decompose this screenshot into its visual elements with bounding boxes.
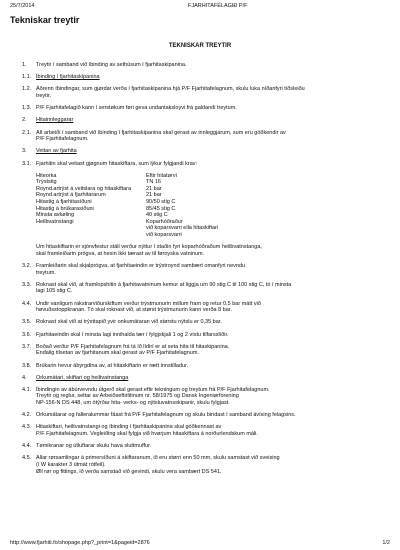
numbered-item [22,455,382,475]
requirement-label: Minsta avkøling [36,212,75,219]
item-text [36,86,382,99]
note-line: skal framleiðarin prógva, at hesin ikki tærast av til føroyska vatninum. [36,250,205,257]
item-line: Áðrenn íbindingar, sum gjørdar verða í fjarhitaskipanina hjá P/F Fjarhitafelagnum, skulu luka níðanfyri tíðsleiðu [36,86,305,93]
item-number: 4.1. [22,386,32,393]
item-text [36,443,382,450]
item-line: Hitainnleggarar [36,117,74,124]
item-line: Øll rør og fittings, ið verða samstað við gevindi, skulu vera sambært DS 541. [36,468,222,475]
requirement-row [36,199,183,206]
requirement-label: Roynd.artrýst á veitslara og hitaskiftara [36,185,132,192]
numbered-item [22,412,382,419]
item-line: Tømikranar og útluftarar skulu hava sluttmuffur. [36,443,152,450]
numbered-item [22,443,382,450]
item-text [36,332,382,339]
requirement-value: 40 stig C [146,212,168,219]
item-number: 1. [22,62,27,68]
requirement-label: Hitastig á brúkarasíðuni [36,205,94,212]
item-text [36,130,382,143]
note-line: Um hitaskiftarin er sjónvfestur stáli verður nýttur í staðin fyri koparhóðraðum heilbvatnstanga, [36,244,262,251]
item-line: høvuðsstoppkranan. Tó skal roknast við, at størst trýstmunurin kann verða 8 bar. [36,307,232,314]
item-line: Fjarhitaeindin skal í minsta lagi innihalda tær í fylgjskjali 1 og 2 vístu tilfarsslíðir. [36,331,229,338]
requirement-label: Trýststig [36,179,57,186]
item-line: Undir vanligum rakstrarviðurskiftum verður trýstmunurin millum fram og retur 0,5 bar mátt við [36,300,261,307]
numbered-item [22,130,382,143]
item-number: 4.3. [22,424,32,431]
item-line: Hitaskiftari, heiltvatnstangi og íbinding í fjarhitaskipanina skal góðkennast av [36,424,222,431]
requirement-value: 21 bar [146,192,162,199]
numbered-item [22,117,382,124]
item-number: 3.6. [22,331,32,338]
item-text [36,62,382,69]
requirement-row [36,173,183,180]
numbered-item [22,319,382,326]
item-text [36,375,382,382]
item-text [36,363,382,370]
requirement-value: 21 bar [146,185,162,192]
item-line: Treytir og reglur, settar av Arbeiðseftirlitinum nr. 58/1975 og Dansk Ingeniørforening [36,393,239,400]
numbered-item [22,74,382,81]
item-line: Roknast skal við at trýsttapið yvir onkumátaran við størstu nýtslu er 0,35 bar. [36,319,222,326]
item-text [36,301,382,314]
item-line: Íbinding í fjarhitaskipanina [36,74,100,81]
item-text [36,455,382,475]
numbered-item [22,375,382,382]
item-line: Roknast skal við, at framlopshitin á fjarhitavatninum kemur at liggja um 90 stig C til 100 stig C, tó í minsta [36,281,292,288]
document-title: Tekniskar treytir [10,15,80,25]
footer-url: http://www.fjarhiti.fo/shopage.php?_print=1&pageid=2876 [10,540,150,546]
item-number: 4.5. [22,455,32,462]
numbered-item [22,263,382,276]
item-text [36,74,382,81]
requirement-label: Roynd.artrýst á fjarhitararum [36,192,106,199]
requirement-value: 90/50 stig C [146,199,176,206]
item-line: (í W karakter 3 útmát rótfeil). [36,462,106,468]
item-line: NP-156-N DS 448, um ótýrðar hita- verks- og nýtsluvatnsskipanir, skulu fylgjast. [36,400,230,407]
numbered-item [22,86,382,99]
requirement-row [36,186,183,193]
item-text [36,105,382,112]
item-line: Orkumátarar og falleralummar fáast frá P/F Fjarhitafelagnum og skulu bindast í samband ávísing felagsins. [36,412,296,419]
print-date: 25/7/2014 [10,3,35,9]
item-number: 4.4. [22,300,32,307]
item-text [36,387,382,407]
item-number: 1.2. [22,86,32,93]
page-header [10,3,390,11]
requirement-row [36,206,183,213]
item-number: 3.8. [22,362,32,369]
requirement-value: Koparhóðraður [146,218,183,225]
requirement-row [36,179,183,186]
item-text [36,319,382,326]
item-line: P/F Fjarhitafelagnum. Vegleiðing skal fylgja við hvørjum hitaskiftara á norðurlendskum máli. [36,431,258,438]
item-line: Íbindingin av ábúrvevndu útgerð skal gerast eftir tekningum og treytum frá P/F Fjarhitafelagnum. [36,386,270,393]
item-number: 2. [22,117,27,124]
item-text [36,424,382,437]
numbered-item [22,282,382,295]
document-body [22,62,382,475]
item-number: 1.3. [22,105,32,112]
item-number: 3.1. [22,160,32,167]
numbered-item [22,301,382,314]
item-line: lagi 105 stig C. [36,288,73,295]
numbered-item [22,363,382,370]
item-line: Brúkarin hevur ábyrgdina av, at hitaskiftarin er rætt innstilladur. [36,362,189,369]
item-line: Endalig tilsetan av fjarhitanum skal gerast av P/F Fjarhitafelagnum. [36,350,199,357]
requirement-label: Hitastig á fjarhitasíðuni [36,199,92,206]
item-number: 2.1. [22,129,32,136]
item-line: Framleiðarin skal skjalprógva, at fjarhitaeindin er trýstroynd sambært omanfyri nevndu [36,263,246,269]
item-line: P/F Fjarhitafelagið kann í serstøkum føri geva undantaksloyvi frá galdandi treytum. [36,105,237,112]
item-number: 4.2. [22,412,32,419]
item-text [36,148,382,155]
item-text [36,282,382,295]
item-text [36,263,382,276]
header-site-title: FJARHITAFÉLAGIÐ P/F [188,3,248,9]
item-text [36,161,382,168]
requirement-value: 85/45 stig C [146,205,176,212]
page-footer [10,540,390,548]
requirements-table [36,173,183,226]
item-line: Allar rørsamlingar á primersíðuni á skiftaranum, ið eru størri enn 50 mm, skulu samstast við sveising [36,455,280,462]
item-text [36,412,382,419]
item-line: Fjarhitin skal veitast gjøgnum hitaskiftara, sum lýkur fylgjandi krav: [36,160,198,167]
page-number: 1/2 [382,540,390,546]
item-number: 4.4. [22,443,32,450]
item-line: Boðað verður P/F Fjarhitafelagnum frá tá íð lídirí er at seta hita til hitaskipanina. [36,343,230,350]
item-number: 3. [22,148,27,155]
item-line: Treytir í samband við íbinding av sethúsum í fjarhitaskipanina. [36,62,187,68]
note-paragraph [36,244,382,257]
requirement-label: Hiteorka [36,172,57,179]
item-text [36,344,382,357]
requirement-value: Eftir hitatørvi [146,172,177,179]
numbered-item [22,344,382,357]
item-number: 3.2. [22,263,32,269]
requirement-value-continuation: við koparsvarri [146,232,182,239]
item-line: treytir. [36,92,51,99]
numbered-item [22,105,382,112]
item-number: 3.3. [22,281,32,288]
item-number: 4. [22,374,27,381]
numbered-item [22,161,382,168]
item-line: Alt arbeiði í samband við íbinding í fjarhitaskipanina skal gerast av innleggjarum, sum eru góðkendir av [36,129,286,136]
item-line: Veitan av fjarhita [36,148,77,155]
numbered-item [22,62,382,69]
numbered-item [22,148,382,155]
item-number: 3.5. [22,319,32,326]
item-number: 3.7. [22,343,32,350]
requirement-row [36,212,183,219]
section-title: TEKNISKAR TREYTIR [168,43,232,49]
numbered-item [22,332,382,339]
item-line: Orkumátari, skiftari og heiltvatnstanga [36,374,129,381]
numbered-item [22,424,382,437]
numbered-item [22,387,382,407]
requirement-value: TN 16 [146,179,161,186]
item-line: treytum. [36,269,56,276]
item-text [36,117,382,124]
item-number: 1.1. [22,74,32,81]
item-line: P/F Fjarhitafelagnum. [36,136,89,143]
requirement-value-continuation: við koparsvarri ella hitaskiftari [146,225,219,232]
requirement-label: Heilbvatnstangi [36,218,74,225]
